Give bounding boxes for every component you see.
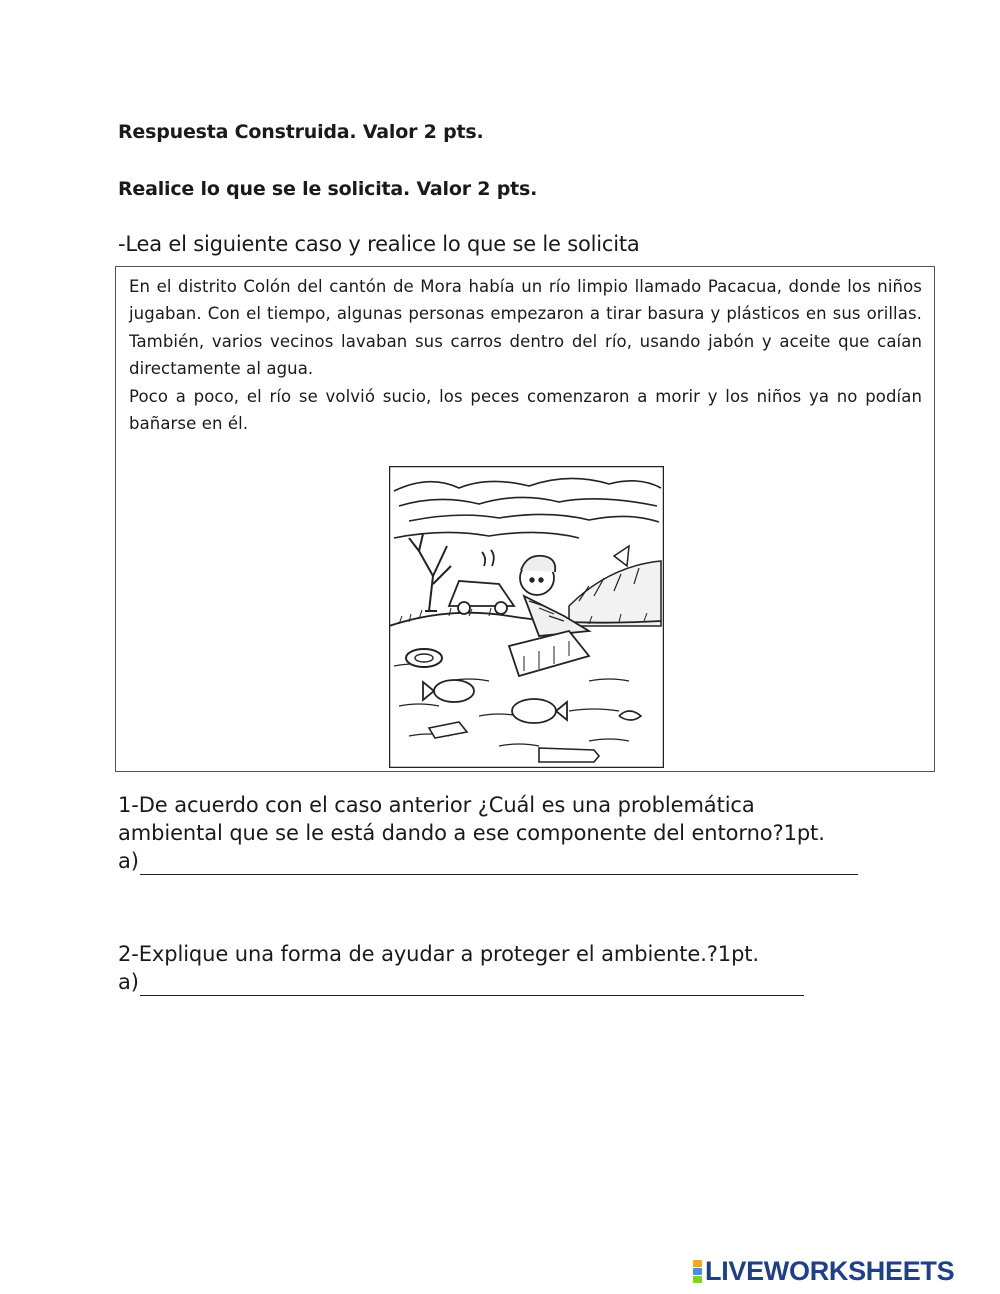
header-line-1: Respuesta Construida. Valor 2 pts. [118,121,484,143]
polluted-river-illustration [389,466,664,768]
case-text [129,273,922,437]
liveworksheets-logo [693,1256,954,1287]
case-paragraph-2: Poco a poco, el río se volvió sucio, los peces comenzaron a morir y los niños ya no podían bañarse en él. [129,386,922,434]
answer-2-line[interactable] [140,973,804,996]
answer-2-label: a) [118,970,139,994]
case-paragraph-1: En el distrito Colón del cantón de Mora había un río limpio llamado Pacacua, donde los niños jugaban. Con el tiempo, algunas personas empezaron a tirar basura y plásticos en sus orillas. También, varios vecinos lavaban sus carros dentro del río, usando jabón y aceite que caían directamente al agua. [129,277,922,379]
logo-block [693,1260,702,1267]
instruction-text: -Lea el siguiente caso y realice lo que se le solicita [118,232,640,256]
question-2 [118,940,858,996]
logo-block [693,1276,702,1283]
question-1-text: 1-De acuerdo con el caso anterior ¿Cuál es una problemática ambiental que se le está dando a ese componente del entorno?1pt. [118,793,825,845]
header-line-2: Realice lo que se le solicita. Valor 2 pts. [118,178,538,200]
case-box [115,266,935,772]
logo-text: LIVEWORKSHEETS [705,1256,955,1286]
logo-blocks-icon [693,1260,702,1283]
question-1 [118,791,858,875]
question-2-text: 2-Explique una forma de ayudar a proteger el ambiente.?1pt. [118,942,760,966]
question-1-answer[interactable] [118,847,858,875]
answer-1-line[interactable] [140,852,858,875]
logo-block [693,1268,702,1275]
question-2-answer[interactable] [118,968,858,996]
answer-1-label: a) [118,849,139,873]
